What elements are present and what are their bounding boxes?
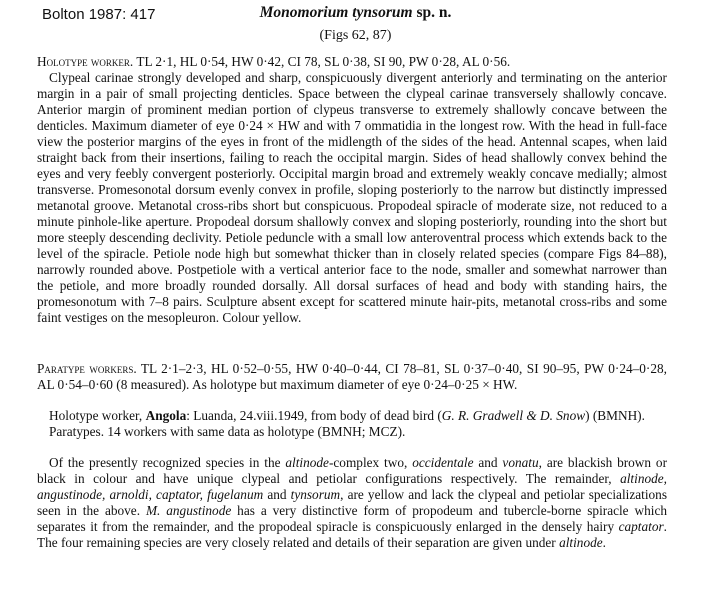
paratype-paragraph: [37, 361, 667, 393]
species-ref: tynsorum: [290, 487, 341, 502]
holotype-material: [37, 408, 667, 424]
holotype-material-end: ) (BMNH).: [585, 408, 645, 423]
paratype-text: TL 2·1–2·3, HL 0·52–0·55, HW 0·40–0·44, CI 78–81, SL 0·37–0·40, SI 90–95, PW 0·24–0·28, AL 0·54–0·60 (8 measured). As holotype but maximum diameter of eye 0·24–0·25 × HW.: [37, 361, 667, 392]
species-name: tynsorum: [352, 4, 413, 21]
species-ref: altinode: [285, 455, 329, 470]
holotype-country: Angola: [145, 408, 187, 423]
holotype-material-text: : Luanda, 24.viii.1949, from body of dead bird (: [186, 408, 442, 423]
species-ref: vonatu: [502, 455, 539, 470]
holotype-section: [37, 54, 667, 326]
figure-reference: (Figs 62, 87): [319, 28, 392, 43]
species-ref: M. angustinode: [145, 503, 232, 518]
species-ref: altinode, angustinode, arnoldi, captator, fugelanum: [37, 471, 667, 502]
discussion-text: . The four remaining species are very closely related and details of their separation are given under: [37, 519, 667, 550]
discussion-text: Of the presently recognized species in the: [49, 455, 286, 470]
material-section: [37, 408, 667, 440]
species-suffix: sp. n.: [416, 4, 452, 21]
discussion-text: , are yellow and lack the clypeal and petiolar specializations seen in the above.: [37, 487, 667, 518]
discussion-text: and: [473, 455, 503, 470]
discussion-section: [37, 455, 667, 551]
holotype-heading: Holotype worker.: [37, 54, 134, 69]
holotype-measurements: [37, 54, 667, 70]
paratype-heading: Paratype workers.: [37, 361, 137, 376]
paratype-material: Paratypes. 14 workers with same data as holotype (BMNH; MCZ).: [49, 424, 406, 439]
discussion-text: and: [263, 487, 291, 502]
discussion-text: , are blackish brown or black in colour and have unique clypeal and petiolar configurations respectively. The remainder,: [37, 455, 668, 486]
discussion-text: has a very distinctive form of propodeum and tubercle-borne spiracle which separates it from the remainder, and the propodeal spiracle is conspicuously enlarged in the densely hairy: [37, 503, 667, 534]
citation: Bolton 1987: 417: [42, 6, 156, 23]
species-ref: occidentale: [412, 455, 474, 470]
holotype-material-prefix: Holotype worker,: [49, 408, 146, 423]
holotype-description: Clypeal carinae strongly developed and sharp, conspicuously divergent anteriorly and terminating on the anterior margin in a pair of small projecting denticles. Space between the clypeal carinae transversely shallowly concave. Anterior margin of prominent median portion of clypeus transverse to extremely shallowly concave between the denticles. Maximum diameter of eye 0·24 × HW and with 7 ommatidia in the longest row. With the head in full-face view the posterior margins of the eyes in front of the midlength of the sides of the head. Antennal scapes, when laid straight back from their insertions, failing to reach the occipital margin. Sides of head shallowly convex behind the eyes and very feebly convergent posteriorly. Occipital margin broad and extremely weakly concave medially; almost transverse. Promesonotal dorsum evenly convex in profile, sloping posteriorly to the narrow but distinctly impressed metanotal groove. Metanotal cross-ribs short but conspicuous. Propodeal spiracle of moderate size, not reduced to a minute pinhole-like aperture. Propodeal dorsum shallowly convex and sloping posteriorly, rounding into the short but more steeply descending declivity. Petiole peduncle with a small low anteroventral process which extends back to the level of the spiracle. Petiole node high but somewhat thicker than in closely related species (compare Figs 84–88), narrowly rounded above. Postpetiole with a vertical anterior face to the node, smaller and somewhat narrower than the petiole, and more broadly rounded dorsally. All dorsal surfaces of head and body with standing hairs, the promesonotum with 7–8 pairs. Sculpture absent except for scattered minute hair-pits, metanotal cross-ribs and some faint vestiges on the mesopleuron. Colour yellow.: [37, 70, 667, 325]
discussion-text: .: [602, 535, 606, 550]
holotype-collectors: G. R. Gradwell & D. Snow: [441, 408, 586, 423]
discussion-text: -complex two,: [328, 455, 413, 470]
species-ref: altinode: [559, 535, 603, 550]
holotype-measurement-values: TL 2·1, HL 0·54, HW 0·42, CI 78, SL 0·38, SI 90, PW 0·28, AL 0·56.: [133, 54, 511, 69]
paratype-section: [37, 361, 667, 393]
species-ref: captator: [618, 519, 664, 534]
discussion-paragraph: [37, 455, 667, 551]
species-title: [0, 4, 711, 22]
genus-name: Monomorium: [259, 4, 349, 21]
